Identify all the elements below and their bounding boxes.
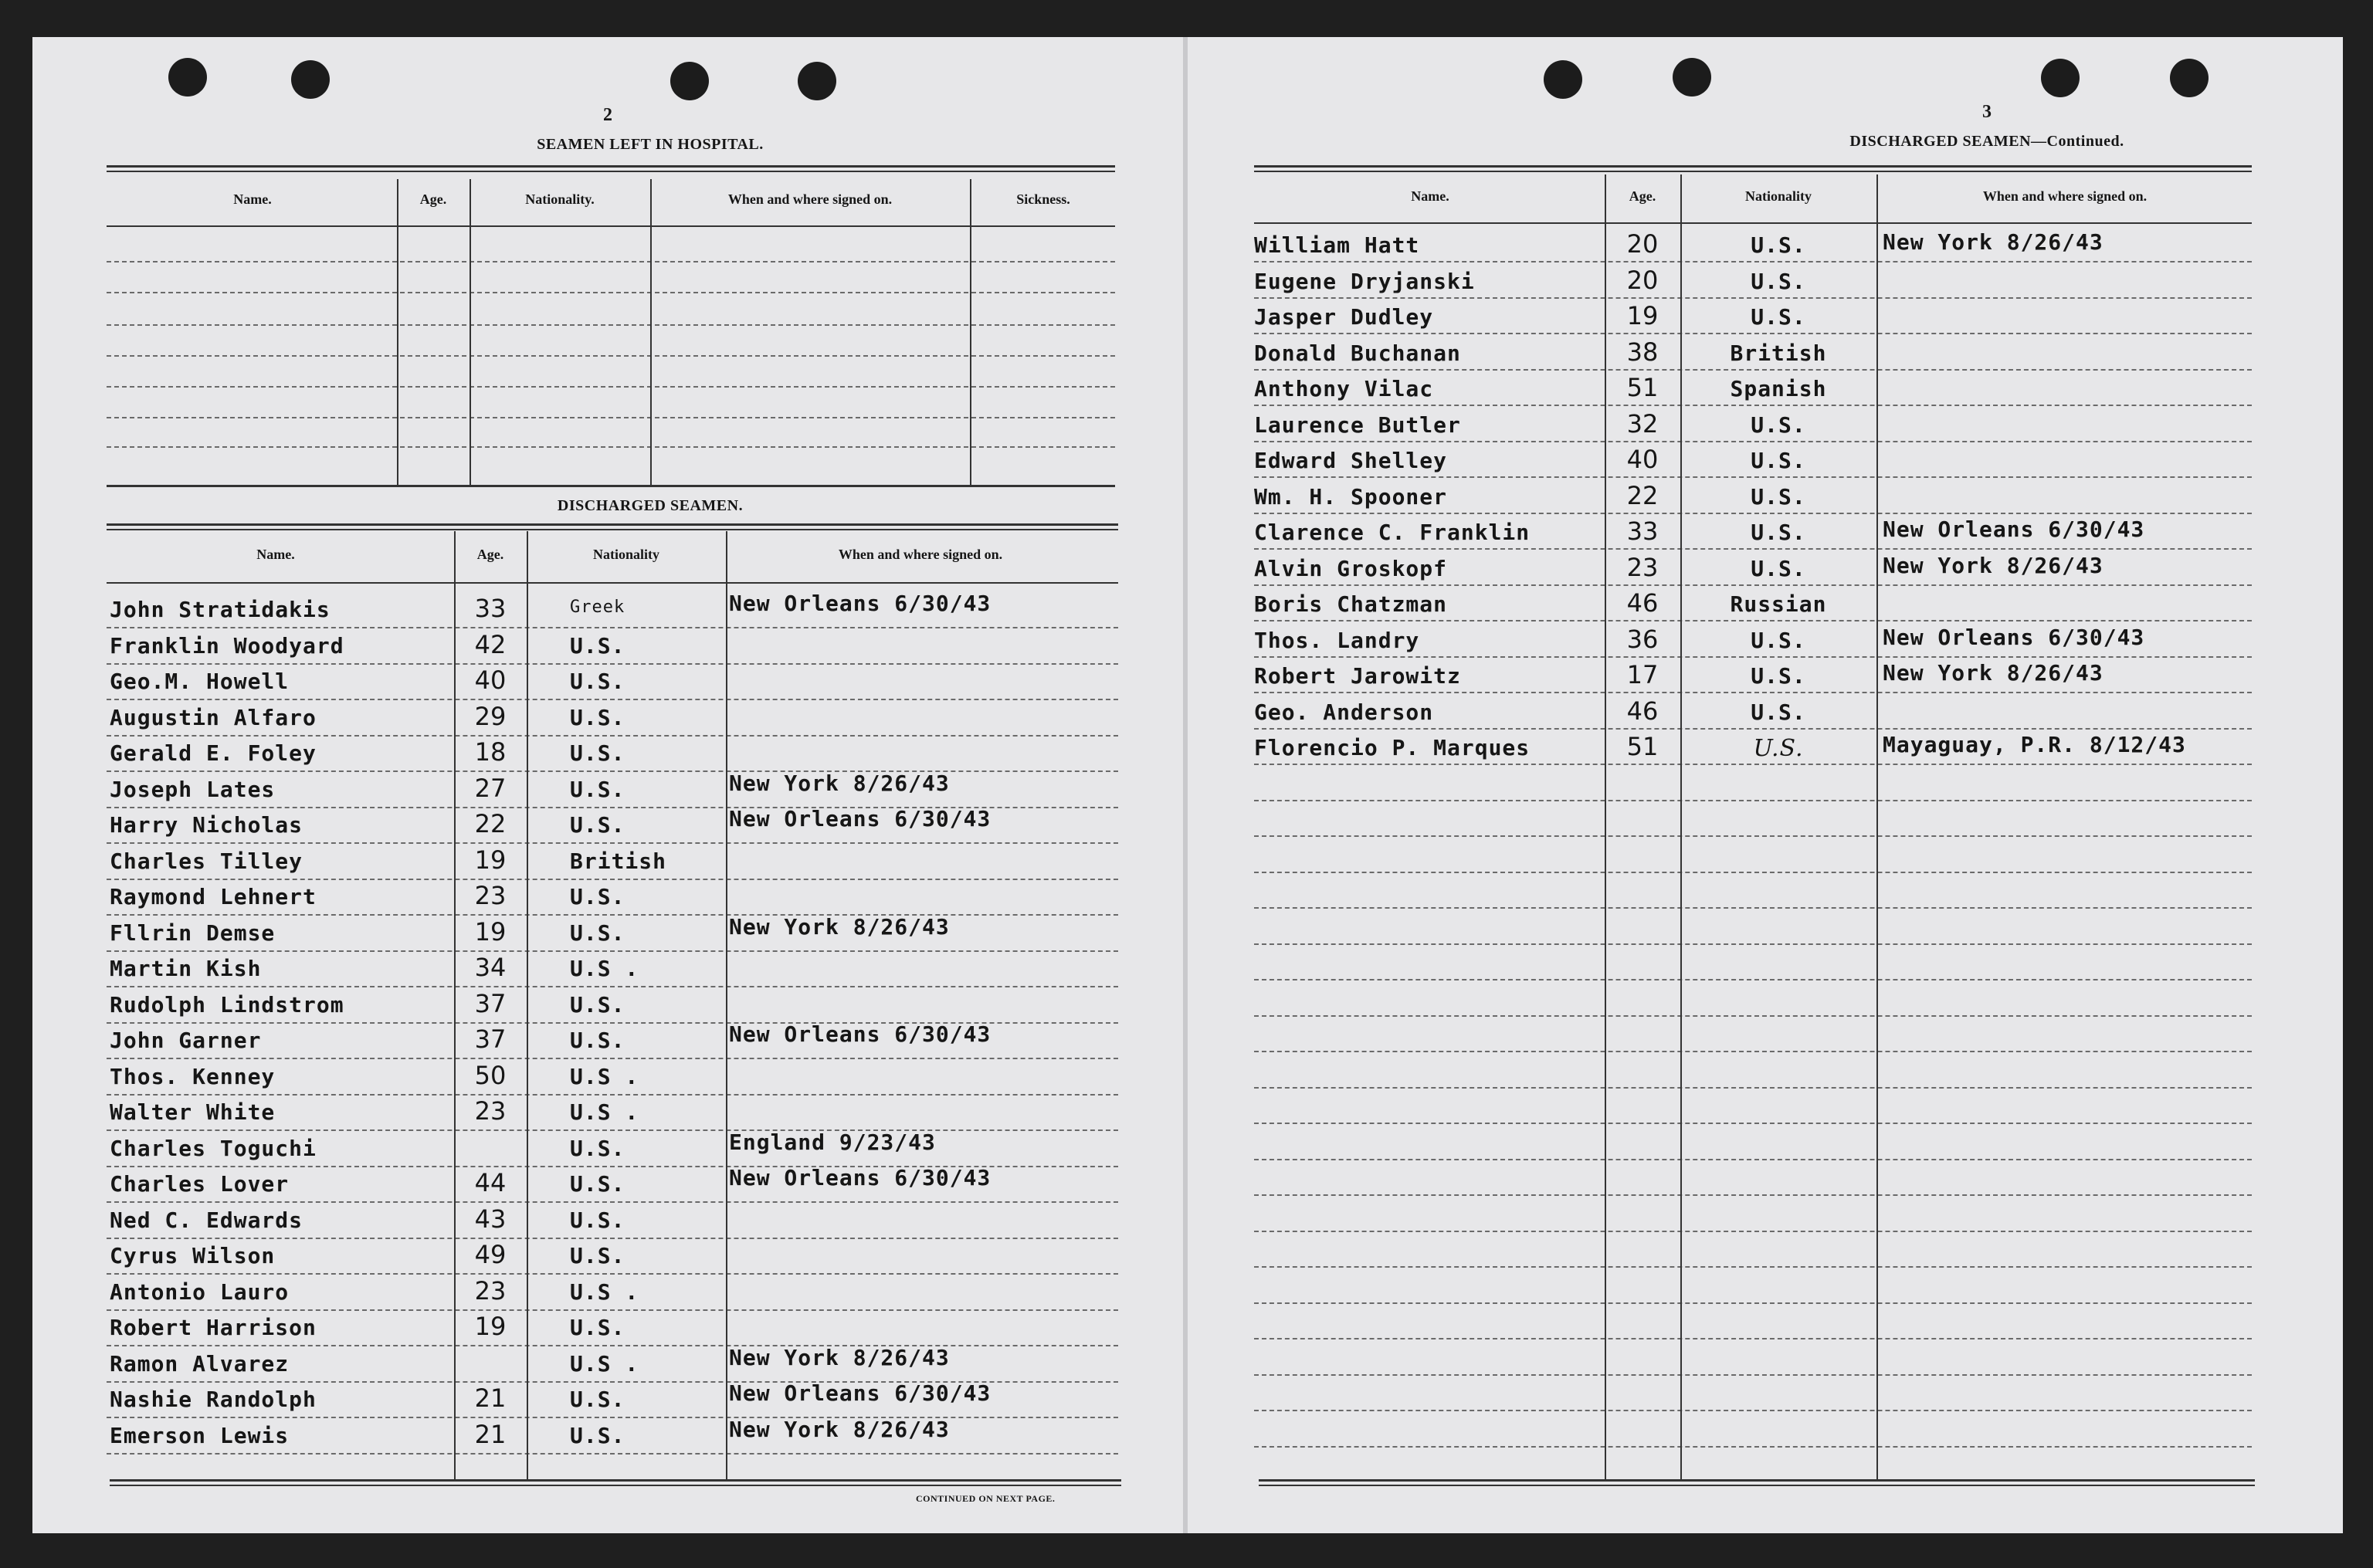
- ruled-line: [1254, 1087, 2252, 1089]
- ruled-line: [1254, 1410, 2252, 1411]
- ruled-line: [1254, 1159, 2252, 1160]
- seaman-age: 37: [474, 1024, 507, 1054]
- seaman-nationality: U.S .: [570, 956, 639, 981]
- ruled-line: [1254, 620, 2252, 621]
- discharged-section-title: DISCHARGED SEAMEN.: [557, 497, 744, 514]
- seaman-age: 21: [474, 1420, 507, 1449]
- seaman-nationality: U.S.: [570, 1243, 625, 1268]
- column-header-signed-on: When and where signed on.: [727, 191, 893, 207]
- seaman-name: Florencio P. Marques: [1254, 735, 1531, 760]
- seaman-age: 19: [474, 845, 507, 875]
- seaman-nationality: U.S.: [1751, 484, 1806, 510]
- column-divider: [726, 531, 727, 1479]
- seaman-name: Fllrin Demse: [110, 920, 276, 946]
- seaman-nationality: U.S.: [570, 1315, 625, 1340]
- seaman-age: 42: [474, 630, 507, 659]
- seaman-nationality: U.S.: [570, 812, 625, 838]
- seaman-name: Raymond Lehnert: [110, 884, 317, 909]
- seaman-signed-on: New York 8/26/43: [729, 770, 950, 796]
- seaman-name: John Garner: [110, 1028, 262, 1053]
- seaman-age: 43: [474, 1204, 507, 1234]
- column-header-name: Name.: [256, 547, 295, 562]
- binder-hole: [1544, 60, 1582, 99]
- seaman-signed-on: New York 8/26/43: [1883, 553, 2103, 578]
- seaman-name: Walter White: [110, 1099, 276, 1125]
- seaman-name: Thos. Landry: [1254, 628, 1420, 653]
- rule: [107, 523, 1118, 526]
- seaman-nationality: Spanish: [1730, 376, 1827, 401]
- binder-hole: [2041, 59, 2080, 97]
- seaman-name: Alvin Groskopf: [1254, 556, 1448, 581]
- ruled-line: [1254, 692, 2252, 693]
- seaman-name: Charles Lover: [110, 1171, 290, 1197]
- column-header-name: Name.: [1411, 188, 1449, 204]
- seaman-age: 23: [1626, 553, 1659, 582]
- seaman-name: Geo. Anderson: [1254, 699, 1434, 725]
- seaman-nationality: Greek: [570, 598, 625, 617]
- seaman-age: 38: [1626, 337, 1659, 367]
- seaman-nationality: U.S .: [570, 1064, 639, 1089]
- seaman-nationality: U.S .: [570, 1351, 639, 1377]
- column-divider: [527, 531, 528, 1479]
- seaman-signed-on: England 9/23/43: [729, 1129, 936, 1155]
- rule: [1254, 222, 2252, 224]
- ruled-line: [107, 1273, 1118, 1275]
- ruled-line: [1254, 1231, 2252, 1232]
- seaman-age: 34: [474, 953, 507, 982]
- rule: [110, 1479, 1121, 1482]
- seaman-nationality: British: [1730, 340, 1827, 366]
- ruled-line: [1254, 1051, 2252, 1052]
- seaman-name: Thos. Kenney: [110, 1064, 276, 1089]
- ruled-line: [1254, 1338, 2252, 1339]
- seaman-age: 46: [1626, 588, 1659, 618]
- seaman-nationality: U.S.: [570, 1171, 625, 1197]
- seaman-nationality: U.S.: [570, 1207, 625, 1233]
- seaman-nationality: U.S.: [1751, 663, 1806, 689]
- ruled-line: [1254, 441, 2252, 442]
- ruled-line: [1254, 1446, 2252, 1448]
- seaman-age: 21: [474, 1383, 507, 1413]
- rule: [1254, 165, 2252, 168]
- seaman-nationality: U.S.: [570, 705, 625, 730]
- seaman-age: 29: [474, 702, 507, 731]
- binder-hole: [2170, 59, 2209, 97]
- ruled-line: [107, 417, 1115, 418]
- binder-hole: [168, 58, 207, 97]
- ruled-line: [107, 446, 1115, 448]
- rule: [107, 171, 1115, 172]
- column-divider: [397, 179, 398, 485]
- column-divider: [470, 179, 471, 485]
- rule: [107, 165, 1115, 168]
- ruled-line: [107, 1129, 1118, 1131]
- seaman-name: Cyrus Wilson: [110, 1243, 276, 1268]
- ruled-line: [1254, 548, 2252, 550]
- seaman-name: Robert Jarowitz: [1254, 663, 1461, 689]
- ruled-line: [1254, 800, 2252, 801]
- seaman-name: Emerson Lewis: [110, 1423, 290, 1448]
- rule: [1259, 1485, 2255, 1486]
- column-divider: [650, 179, 652, 485]
- seaman-nationality: U.S.: [1751, 520, 1806, 545]
- column-header-age: Age.: [1629, 188, 1656, 204]
- ruled-line: [1254, 584, 2252, 586]
- column-header-signed-on: When and where signed on.: [838, 547, 1003, 562]
- ruled-line: [1254, 297, 2252, 299]
- binder-hole: [670, 62, 709, 100]
- seaman-age: 33: [1626, 516, 1659, 546]
- seaman-name: Clarence C. Franklin: [1254, 520, 1531, 545]
- column-divider: [970, 179, 971, 485]
- seaman-age: 40: [1626, 445, 1659, 474]
- ruled-line: [1254, 333, 2252, 334]
- seaman-age: 22: [1626, 481, 1659, 510]
- ruled-line: [107, 986, 1118, 987]
- ruled-line: [107, 950, 1118, 952]
- column-header-name: Name.: [233, 191, 272, 207]
- column-divider: [1680, 174, 1682, 1479]
- seaman-age: 22: [474, 809, 507, 838]
- seaman-age: 46: [1626, 696, 1659, 726]
- seaman-nationality: U.S.: [1751, 412, 1806, 438]
- binder-hole: [798, 62, 836, 100]
- rule: [1254, 171, 2252, 172]
- ruled-line: [107, 1094, 1118, 1096]
- seaman-name: John Stratidakis: [110, 597, 331, 622]
- ruled-line: [1254, 728, 2252, 730]
- seaman-nationality: U.S.: [570, 633, 625, 659]
- column-divider: [1605, 174, 1606, 1479]
- seaman-name: Joseph Lates: [110, 777, 276, 802]
- seaman-age: 37: [474, 989, 507, 1018]
- seaman-signed-on: New Orleans 6/30/43: [1883, 516, 2145, 542]
- ruled-line: [107, 735, 1118, 737]
- seaman-nationality: U.S.: [570, 884, 625, 909]
- ruled-line: [1254, 1374, 2252, 1376]
- seaman-age: 20: [1626, 266, 1659, 295]
- ruled-line: [1254, 1266, 2252, 1268]
- column-header-signed-on: When and where signed on.: [1982, 188, 2148, 204]
- column-header-age: Age.: [476, 547, 504, 562]
- ruled-line: [107, 842, 1118, 844]
- continued-note: CONTINUED ON NEXT PAGE.: [916, 1493, 1056, 1504]
- seaman-signed-on: New York 8/26/43: [729, 914, 950, 940]
- seaman-name: Augustin Alfaro: [110, 705, 317, 730]
- page-number: 2: [603, 105, 612, 125]
- ruled-line: [107, 386, 1115, 388]
- seaman-name: Anthony Vilac: [1254, 376, 1434, 401]
- seaman-name: Rudolph Lindstrom: [110, 992, 344, 1018]
- rule: [107, 485, 1115, 487]
- seaman-age: 51: [1626, 732, 1659, 761]
- seaman-nationality: U.S.: [1751, 628, 1806, 653]
- seaman-age: 23: [474, 1096, 507, 1126]
- left-page: [32, 37, 1183, 1533]
- ruled-line: [1254, 835, 2252, 837]
- seaman-name: Gerald E. Foley: [110, 740, 317, 766]
- seaman-age: 32: [1626, 409, 1659, 439]
- seaman-signed-on: New Orleans 6/30/43: [729, 1165, 992, 1190]
- seaman-age: 49: [474, 1240, 507, 1269]
- rule: [110, 1485, 1121, 1486]
- seaman-age: 51: [1626, 373, 1659, 402]
- ruled-line: [1254, 872, 2252, 873]
- column-header-sickness: Sickness.: [1016, 191, 1070, 207]
- seaman-age: 18: [474, 737, 507, 767]
- seaman-nationality: British: [570, 848, 667, 874]
- seaman-name: Eugene Dryjanski: [1254, 269, 1475, 294]
- rule: [1259, 1479, 2255, 1482]
- seaman-nationality: U.S.: [1751, 269, 1806, 294]
- ruled-line: [1254, 1302, 2252, 1304]
- seaman-signed-on: New Orleans 6/30/43: [1883, 625, 2145, 650]
- seaman-nationality: U.S.: [570, 740, 625, 766]
- ruled-line: [1254, 907, 2252, 909]
- seaman-age: 23: [474, 881, 507, 910]
- ruled-line: [107, 1345, 1118, 1346]
- ruled-line: [107, 261, 1115, 262]
- ruled-line: [107, 879, 1118, 880]
- ruled-line: [107, 699, 1118, 700]
- seaman-age: 50: [474, 1061, 507, 1090]
- seaman-nationality: U.S.: [1751, 448, 1806, 473]
- seaman-signed-on: New Orleans 6/30/43: [729, 806, 992, 831]
- column-divider: [1876, 174, 1878, 1479]
- ruled-line: [1254, 405, 2252, 406]
- column-header-nationality: Nationality: [592, 547, 659, 562]
- ruled-line: [107, 1201, 1118, 1203]
- hospital-section-title: SEAMEN LEFT IN HOSPITAL.: [537, 136, 764, 153]
- seaman-name: Edward Shelley: [1254, 448, 1448, 473]
- seaman-name: Ned C. Edwards: [110, 1207, 303, 1233]
- seaman-name: Charles Tilley: [110, 848, 303, 874]
- ruled-line: [1254, 513, 2252, 514]
- rule: [107, 529, 1118, 530]
- seaman-name: Charles Toguchi: [110, 1136, 317, 1161]
- seaman-nationality: U.S.: [1753, 735, 1804, 762]
- seaman-signed-on: New York 8/26/43: [729, 1345, 950, 1370]
- rule: [107, 582, 1118, 584]
- seaman-age: 23: [474, 1276, 507, 1306]
- seaman-signed-on: Mayaguay, P.R. 8/12/43: [1883, 732, 2186, 757]
- seaman-signed-on: New Orleans 6/30/43: [729, 591, 992, 616]
- seaman-age: 36: [1626, 625, 1659, 654]
- ruled-line: [1254, 656, 2252, 658]
- ruled-line: [1254, 943, 2252, 945]
- ruled-line: [1254, 476, 2252, 478]
- ruled-line: [1254, 261, 2252, 262]
- seaman-nationality: U.S.: [570, 777, 625, 802]
- seaman-age: 44: [474, 1168, 507, 1197]
- seaman-name: Martin Kish: [110, 956, 262, 981]
- seaman-name: Harry Nicholas: [110, 812, 303, 838]
- seaman-signed-on: New York 8/26/43: [729, 1417, 950, 1442]
- column-header-nationality: Nationality: [1744, 188, 1812, 204]
- seaman-signed-on: New York 8/26/43: [1883, 660, 2103, 686]
- ruled-line: [107, 324, 1115, 326]
- seaman-signed-on: New Orleans 6/30/43: [729, 1380, 992, 1406]
- ruled-line: [107, 1058, 1118, 1059]
- ruled-line: [107, 914, 1118, 916]
- seaman-name: William Hatt: [1254, 232, 1420, 258]
- seaman-nationality: U.S.: [1751, 232, 1806, 258]
- ruled-line: [107, 770, 1118, 772]
- seaman-age: 27: [474, 774, 507, 803]
- seaman-age: 20: [1626, 229, 1659, 259]
- ruled-line: [1254, 1123, 2252, 1124]
- column-header-age: Age.: [419, 191, 447, 207]
- seaman-name: Antonio Lauro: [110, 1279, 290, 1305]
- ruled-line: [107, 292, 1115, 293]
- seaman-nationality: U.S.: [1751, 304, 1806, 330]
- ruled-line: [107, 627, 1118, 628]
- seaman-nationality: U.S.: [570, 1423, 625, 1448]
- seaman-name: Donald Buchanan: [1254, 340, 1461, 366]
- seaman-nationality: U.S.: [570, 1136, 625, 1161]
- seaman-name: Franklin Woodyard: [110, 633, 344, 659]
- section-title: DISCHARGED SEAMEN—Continued.: [1849, 133, 2124, 150]
- ruled-line: [1254, 979, 2252, 980]
- ruled-line: [1254, 764, 2252, 765]
- seaman-nationality: U.S.: [1751, 556, 1806, 581]
- binder-hole: [291, 60, 330, 99]
- ruled-line: [107, 1417, 1118, 1418]
- ruled-line: [1254, 1194, 2252, 1196]
- seaman-signed-on: New York 8/26/43: [1883, 229, 2103, 255]
- seaman-name: Ramon Alvarez: [110, 1351, 290, 1377]
- seaman-name: Wm. H. Spooner: [1254, 484, 1448, 510]
- page-number: 3: [1982, 102, 1992, 122]
- seaman-age: 17: [1626, 660, 1659, 689]
- ruled-line: [107, 1309, 1118, 1311]
- column-divider: [454, 531, 456, 1479]
- ruled-line: [1254, 1015, 2252, 1017]
- seaman-name: Boris Chatzman: [1254, 591, 1448, 617]
- seaman-name: Laurence Butler: [1254, 412, 1461, 438]
- seaman-nationality: U.S.: [1751, 699, 1806, 725]
- column-header-nationality: Nationality.: [525, 191, 595, 207]
- binder-hole: [1673, 58, 1711, 97]
- seaman-signed-on: New Orleans 6/30/43: [729, 1021, 992, 1047]
- seaman-nationality: U.S.: [570, 1387, 625, 1412]
- ruled-line: [1254, 369, 2252, 371]
- seaman-age: 19: [474, 1312, 507, 1341]
- seaman-name: Robert Harrison: [110, 1315, 317, 1340]
- seaman-name: Geo.M. Howell: [110, 669, 290, 694]
- seaman-nationality: U.S .: [570, 1279, 639, 1305]
- seaman-age: 19: [1626, 301, 1659, 330]
- seaman-nationality: U.S.: [570, 669, 625, 694]
- seaman-name: Jasper Dudley: [1254, 304, 1434, 330]
- rule: [107, 225, 1115, 227]
- right-page: [1188, 37, 2343, 1533]
- ruled-line: [107, 663, 1118, 665]
- seaman-age: 19: [474, 917, 507, 947]
- seaman-nationality: U.S.: [570, 1028, 625, 1053]
- seaman-nationality: U.S.: [570, 920, 625, 946]
- seaman-nationality: U.S.: [570, 992, 625, 1018]
- seaman-name: Nashie Randolph: [110, 1387, 317, 1412]
- ruled-line: [107, 1453, 1118, 1455]
- ruled-line: [107, 355, 1115, 357]
- seaman-age: 40: [474, 665, 507, 695]
- seaman-nationality: Russian: [1730, 591, 1827, 617]
- seaman-age: 33: [474, 594, 507, 623]
- seaman-nationality: U.S .: [570, 1099, 639, 1125]
- ruled-line: [107, 1238, 1118, 1239]
